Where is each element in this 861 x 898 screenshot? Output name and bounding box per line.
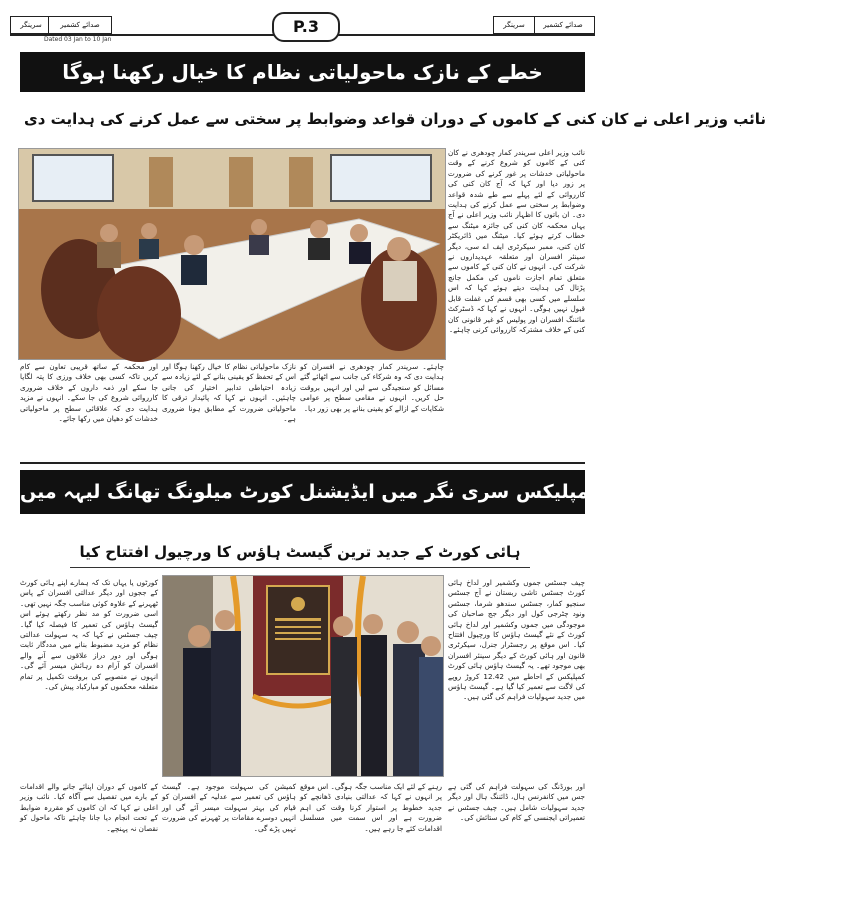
story1-column-bottom-3: اور محکمہ کے ساتھ قریبی تعاون سے کام کریں تاکہ کسی بھی خلاف ورزی کا پتہ لگایا جا سکے اور ذمہ داروں کے خلاف ضروری کارروائی شروع کی جا سکے۔ انہوں نے مزید ہدایت دی کہ علاقائی سطح پر ماحولیاتی خدشات کو دھیان میں رکھا جائے۔ [20, 362, 158, 424]
page-number: P.3 [272, 12, 340, 42]
header-tag-left-inner: صدائے کشمیر [48, 16, 112, 34]
story1-column-right: نائب وزیر اعلی سریندر کمار چودھری نے کان کنی کے کاموں کو شروع کرنے کے وقت ماحولیاتی خدشات پر غور کرنے کی ضرورت پر زور دیا اور کہا کہ آج کان کنی کی کارروائی کے لئے پہلے سے طے شدہ قواعد وضوابط پر سختی سے عمل کرنے کی ہدایت دی۔ ان باتوں کا اظہار نائب وزیر اعلی نے آج یہاں محکمہ کان کنی کی جائزہ میٹنگ سے خطاب کرتے ہوئے کیا۔ میٹنگ میں ڈائریکٹر کان کنی، ممبر سیکرٹری ایف اے سی، دیگر سینئر افسران اور متعلقہ عہدیداروں نے شرکت کی۔ انہوں نے کان کنی کے کاموں سے متعلق تمام اجازت ناموں کی مکمل جانچ پڑتال کی ہدایت دیتے ہوئے کہا کہ اس سلسلے میں کسی بھی قسم کی غفلت قابل قبول نہیں ہوگی۔ انہوں نے کہا کہ ڈسٹرکٹ مائننگ افسران اور پولیس کو غیر قانونی کان کنی کے خلاف مشترکہ کارروائی کرنی چاہئے۔ [448, 148, 585, 334]
header-tag-right: صدائے کشمیر [531, 16, 595, 34]
story2-column-bottom-2: کمیشن کی سہولت موجود ہے۔ گیسٹ ہاؤس کی تعمیر سے عدلیہ کے افسران کو قیام کی بہتر سہولت میسر آئے گی اور انہیں دوسرے مقامات پر ٹھہرنے کی ضرورت نہیں پڑے گی۔ [162, 782, 296, 833]
story1-headline: خطے کے نازک ماحولیاتی نظام کا خیال رکھنا ہوگا [20, 52, 585, 92]
story2-column-right: چیف جسٹس جموں وکشمیر اور لداخ ہائی کورٹ جسٹس تاشی ربستان نے آج جسٹس سنجیو کمار، جسٹس سندھو شرما، جسٹس ونود چٹرجی کول اور دیگر جج صاحبان کی موجودگی میں جموں وکشمیر اور لداخ ہائی کورٹ کے نئے گیسٹ ہاؤس کا ورچیول افتتاح کیا۔ اس موقع پر رجسٹرار جنرل، سیکرٹری قانون اور ہائی کورٹ کے دیگر سینئر افسران بھی موجود تھے۔ یہ گیسٹ ہاؤس ہائی کورٹ کمپلیکس کے احاطے میں 12.42 کروڑ روپے کی لاگت سے تعمیر کیا گیا ہے۔ گیسٹ ہاؤس میں جدید سہولیات فراہم کی گئی ہیں۔ [448, 578, 585, 702]
page-header [10, 12, 595, 48]
story1-column-bottom-1: چاہئے۔ سریندر کمار چودھری نے افسران کو ہدایت دی کہ وہ شرکاء کی جانب سے اٹھائے گئے مسائل کو سنجیدگی سے لیں اور انہیں بروقت حل کریں۔ انہوں نے مقامی سطح پر عوامی شکایات کے ازالے کو یقینی بنانے پر بھی زور دیا۔ [300, 362, 444, 413]
story2-headline: چیف جسٹس نے ہائی کورٹ کمپلیکس سری نگر میں ایڈیشنل کورٹ میلونگ تھانگ لیہہ میں [20, 470, 585, 514]
story-divider [20, 462, 585, 464]
story2-column-bottom-3: اور بورڈنگ کی سہولت فراہم کی گئی ہے جس میں کانفرنس ہال، ڈائننگ ہال اور دیگر جدید سہولیات شامل ہیں۔ چیف جسٹس نے تعمیراتی ایجنسی کے کام کی ستائش کی۔ [448, 782, 585, 823]
issue-date: Dated 03 Jan to 10 Jan [44, 36, 112, 43]
story1-meeting-photo [18, 148, 446, 360]
story2-inauguration-photo [162, 575, 444, 777]
header-tag-left: سرینگر [10, 16, 52, 34]
story1-subheading: نائب وزیر اعلی نے کان کنی کے کاموں کے دوران قواعد وضوابط پر سختی سے عمل کرنے کی ہدایت دی [24, 110, 767, 128]
story2-subheading: ہائی کورٹ کے جدید ترین گیسٹ ہاؤس کا ورچیول افتتاح کیا [70, 540, 530, 568]
story1-column-bottom-2: نازک ماحولیاتی نظام کا خیال رکھنا ہوگا اور اس کے تحفظ کو یقینی بنانے کے لئے زیادہ سے زیادہ احتیاطی تدابیر اختیار کی جانی چاہئیں۔ انہوں نے کہا کہ پائیدار ترقی کا ماحولیاتی ضرورت کے مطابق ہونا ضروری ہے۔ [162, 362, 296, 424]
story2-column-left: کورٹوں یا یہاں تک کہ ہمارے اپنے ہائی کورٹ کے ججوں اور دیگر عدالتی افسران کے پاس ٹھہرنے کے علاوہ کوئی مناسب جگہ نہیں تھی۔ اسی ضرورت کو مد نظر رکھتے ہوئے اس گیسٹ ہاؤس کی تعمیر کا فیصلہ کیا گیا۔ چیف جسٹس نے کہا کہ یہ سہولت عدالتی نظام کو مزید مضبوط بنانے میں مددگار ثابت ہوگی اور دور دراز علاقوں سے آنے والے افسران کو آرام دہ رہائش میسر آئے گی۔ انہوں نے منصوبے کی بروقت تکمیل پر تمام متعلقہ محکموں کو مبارکباد پیش کی۔ [20, 578, 158, 692]
story2-column-bottom-1: رہنے کے لئے ایک مناسب جگہ ہوگی۔ اس موقع پر انہوں نے کہا کہ عدالتی بنیادی ڈھانچے کو جدید خطوط پر استوار کرنا وقت کی اہم ضرورت ہے اور اس سمت میں مسلسل اقدامات کئے جا رہے ہیں۔ [300, 782, 442, 833]
header-tag-right-inner: سرینگر [493, 16, 535, 34]
story2-column-bottom-4: کے کاموں کے دوران اپنائے جانے والے اقدامات کے بارے میں تفصیل سے آگاہ کیا۔ نائب وزیر اعلی نے کہا کہ ان کاموں کو مقررہ ضوابط کے تحت انجام دیا جانا چاہئے تاکہ ماحول کو نقصان نہ پہنچے۔ [20, 782, 158, 833]
